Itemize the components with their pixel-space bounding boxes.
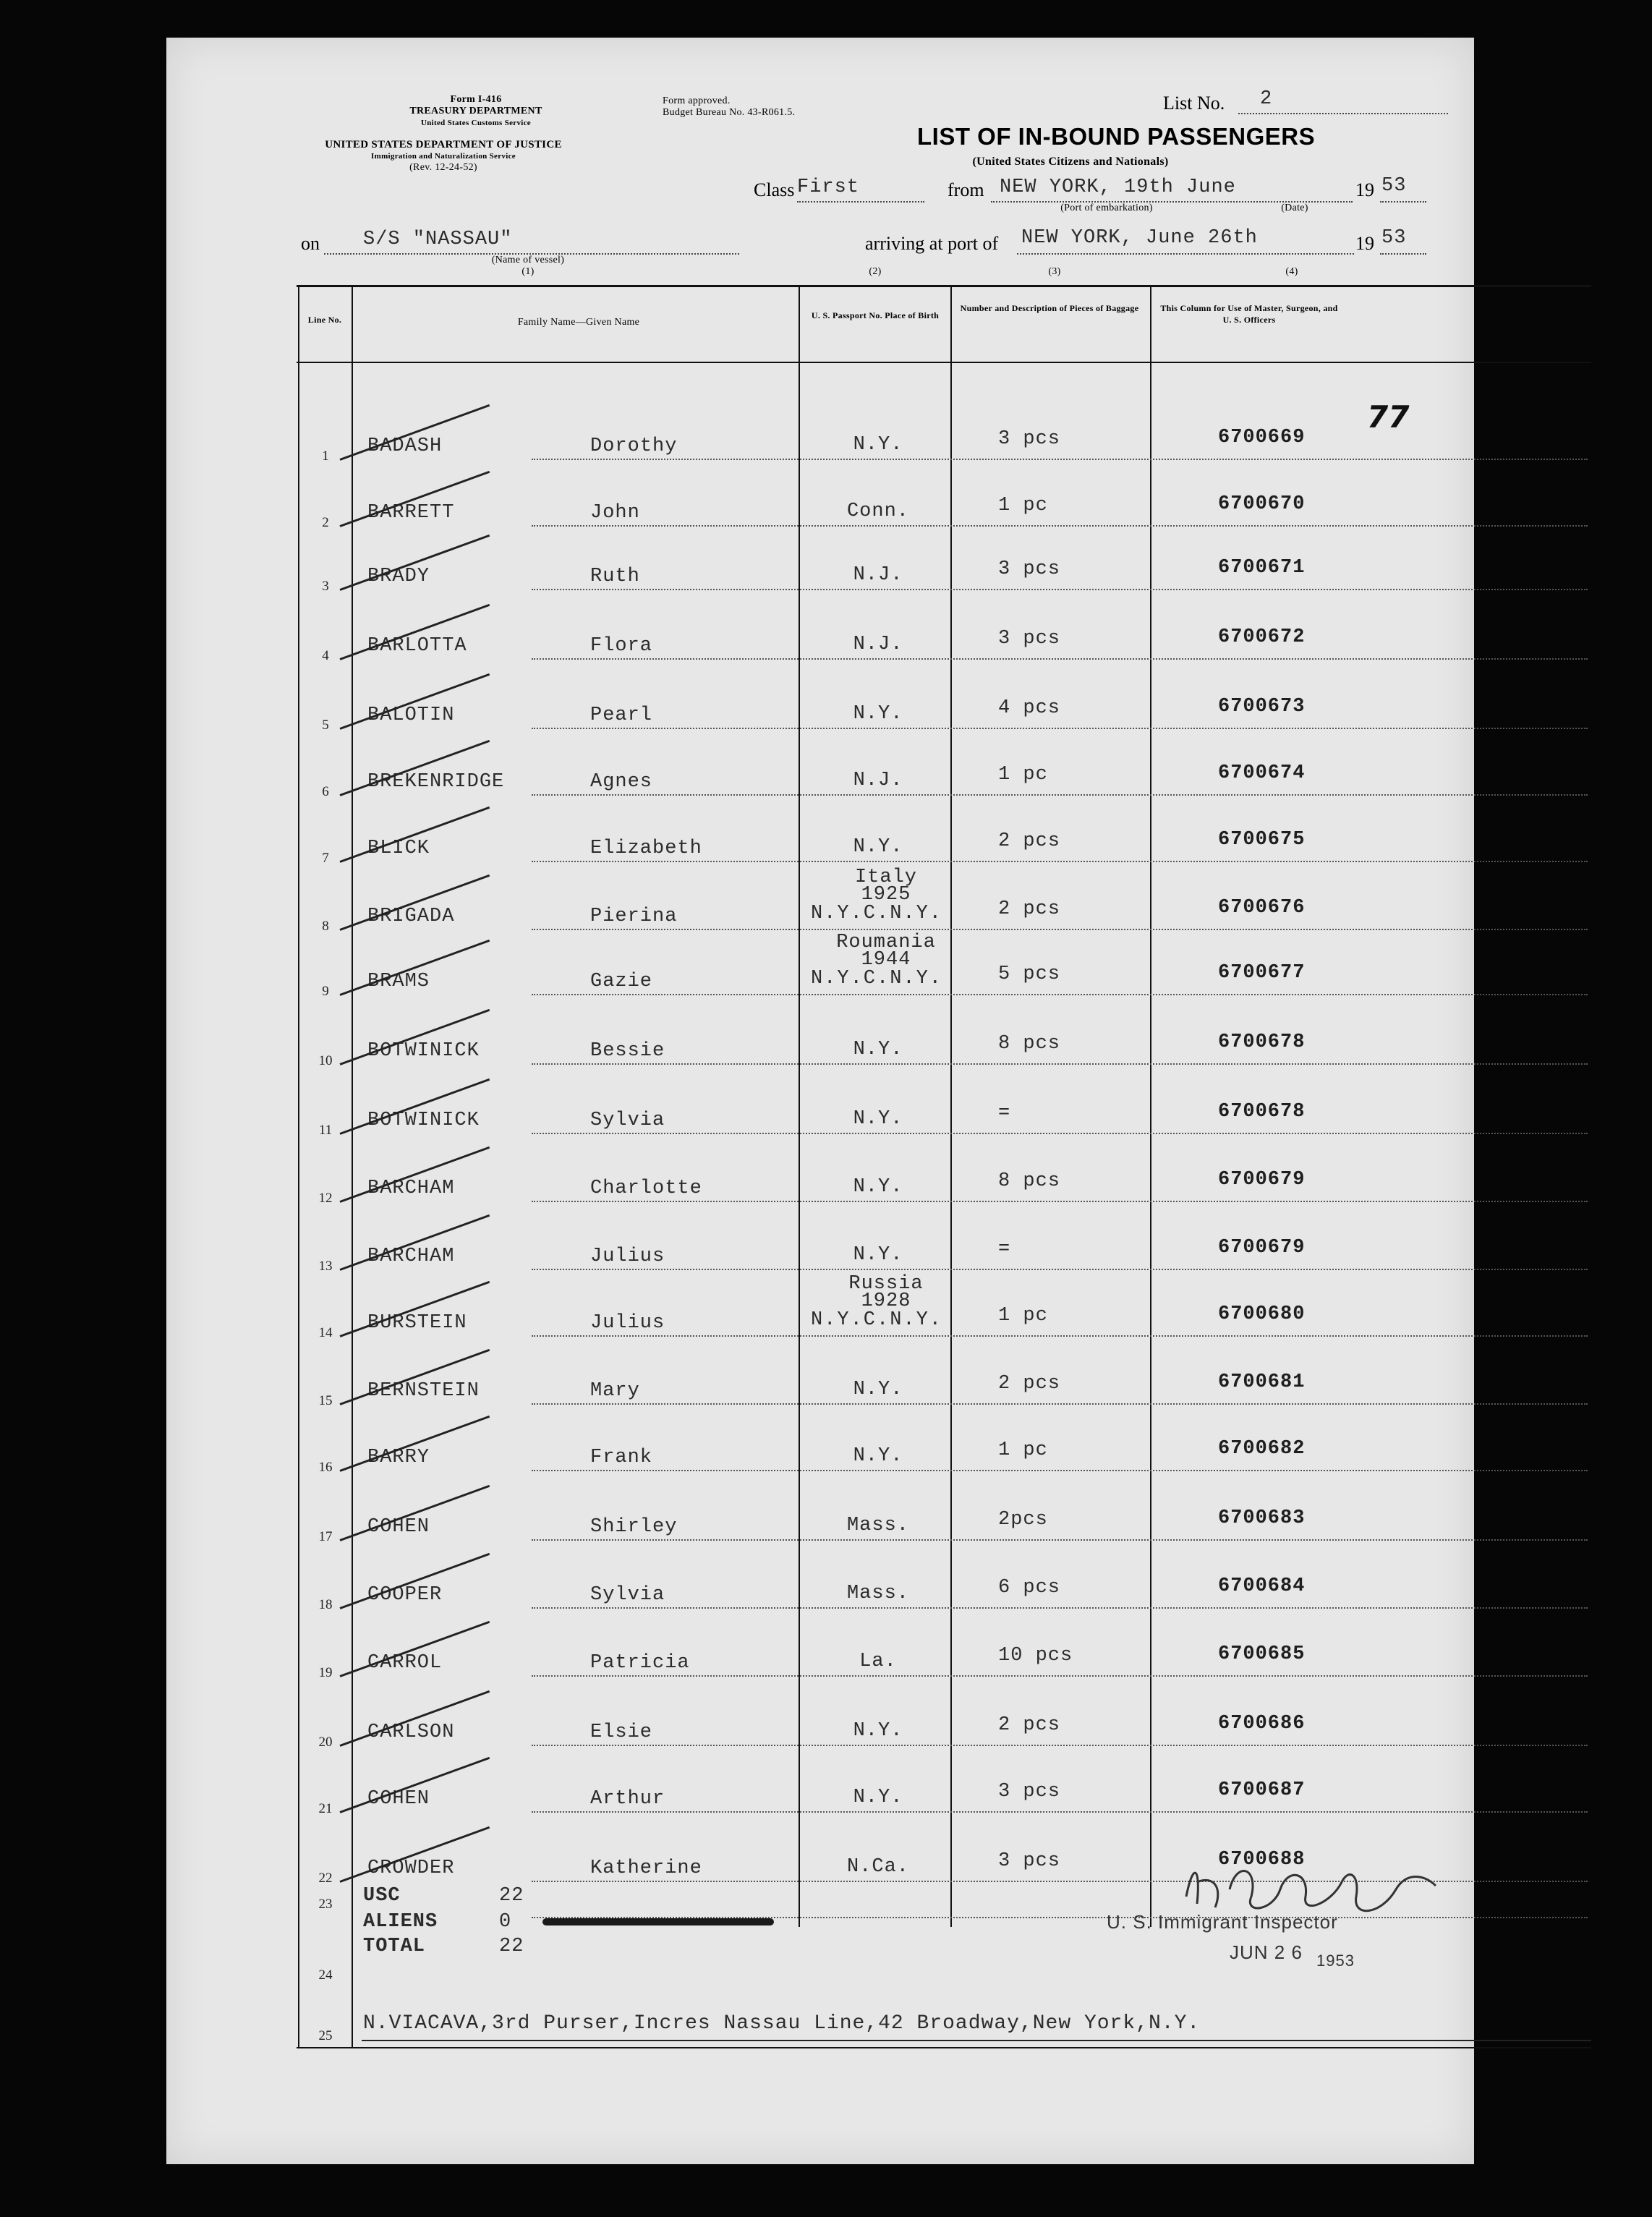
aliens-label: ALIENS — [363, 1911, 438, 1933]
family-name: BURSTEIN — [367, 1312, 467, 1334]
family-name: BARCHAM — [367, 1178, 455, 1199]
line-number: 14 — [318, 1325, 333, 1340]
customs-label: United States Customs Service — [421, 119, 531, 127]
col-header-passport: U. S. Passport No. Place of Birth — [811, 310, 940, 320]
given-name: Sylvia — [590, 1110, 665, 1131]
given-name: Julius — [590, 1246, 665, 1267]
given-name: Flora — [590, 635, 653, 657]
birth-year: 1928 — [861, 1290, 911, 1312]
given-name: Patricia — [590, 1652, 690, 1674]
row-rule — [532, 861, 1588, 862]
baggage-check-number: 6700687 — [1218, 1779, 1306, 1801]
class-value: First — [797, 176, 860, 198]
line-number: 8 — [322, 919, 329, 934]
row-rule — [532, 525, 1588, 527]
row-rule — [532, 1539, 1588, 1541]
family-name: CROWDER — [367, 1858, 455, 1879]
family-name: COOPER — [367, 1584, 443, 1606]
baggage-count: 2 pcs — [998, 830, 1061, 852]
baggage-count: 1 pc — [998, 1439, 1048, 1461]
form-number: Form I-416 — [450, 94, 502, 105]
list-no-label: List No. — [1163, 93, 1225, 114]
baggage-count: 2 pcs — [998, 1373, 1061, 1395]
year-value-1: 53 — [1381, 175, 1407, 197]
birth-country: Russia — [848, 1273, 924, 1295]
total-value: 22 — [499, 1936, 524, 1957]
place-of-birth: N.Ca. — [846, 1856, 909, 1878]
given-name: Julius — [590, 1312, 665, 1334]
line-number: 5 — [322, 718, 329, 733]
baggage-check-number: 6700669 — [1218, 427, 1306, 448]
line-number: 19 — [318, 1665, 333, 1680]
place-of-birth: N.J. — [853, 634, 903, 655]
line-number: 20 — [318, 1735, 333, 1750]
family-name: BARRETT — [367, 502, 455, 524]
baggage-count: 10 pcs — [998, 1645, 1073, 1667]
line-number: 4 — [322, 648, 329, 663]
list-no-value: 2 — [1260, 88, 1273, 110]
family-name: BOTWINICK — [367, 1110, 480, 1131]
line-number: 9 — [322, 984, 329, 999]
on-label: on — [301, 233, 320, 254]
redaction-mark — [542, 1918, 774, 1925]
line-number: 24 — [318, 1967, 333, 1983]
line-number: 12 — [318, 1191, 333, 1206]
row-rule — [532, 1745, 1588, 1746]
given-name: Katherine — [590, 1858, 702, 1879]
caption-3: (3) — [1048, 266, 1061, 277]
baggage-check-number: 6700678 — [1218, 1031, 1306, 1053]
row-rule — [532, 1335, 1588, 1337]
baggage-check-number: 6700674 — [1218, 762, 1306, 784]
inspection-stamp-date: JUN 2 6 — [1230, 1941, 1303, 1963]
year-prefix-1: 19 — [1355, 179, 1374, 200]
baggage-check-number: 6700679 — [1218, 1169, 1306, 1191]
place-of-birth: Mass. — [846, 1515, 909, 1536]
baggage-count: 2 pcs — [998, 1714, 1061, 1736]
place-of-birth: N.Y. — [853, 434, 903, 456]
passenger-list-sheet — [166, 38, 1474, 2164]
baggage-check-number: 6700671 — [1218, 557, 1306, 579]
row-rule — [532, 1403, 1588, 1405]
given-name: Dorothy — [590, 435, 678, 457]
family-name: BARRY — [367, 1447, 430, 1468]
baggage-count: 5 pcs — [998, 963, 1061, 985]
birth-year: 1925 — [861, 884, 911, 906]
baggage-count: 3 pcs — [998, 628, 1061, 650]
baggage-check-number: 6700688 — [1218, 1849, 1306, 1871]
form-approved: Form approved. — [663, 95, 731, 106]
family-name: BADASH — [367, 435, 443, 457]
family-name: BRADY — [367, 566, 430, 587]
baggage-count: 4 pcs — [998, 697, 1061, 719]
line-number: 15 — [318, 1393, 333, 1408]
given-name: Charlotte — [590, 1178, 702, 1199]
row-rule — [532, 1269, 1588, 1270]
page-subtitle: (United States Citizens and Nationals) — [972, 156, 1169, 168]
family-name: BLICK — [367, 838, 430, 859]
line-number: 13 — [318, 1259, 333, 1274]
given-name: Pierina — [590, 906, 678, 927]
place-of-birth: N.Y.C.N.Y. — [810, 903, 943, 924]
row-rule — [532, 929, 1588, 930]
row-rule — [532, 1063, 1588, 1065]
line-number: 1 — [322, 448, 329, 464]
line-number: 3 — [322, 579, 329, 594]
usc-value: 22 — [499, 1885, 524, 1907]
line-number: 18 — [318, 1597, 333, 1612]
baggage-count: 6 pcs — [998, 1577, 1061, 1599]
year-value-2: 53 — [1381, 227, 1407, 249]
family-name: CARLSON — [367, 1722, 455, 1743]
family-name: COHEN — [367, 1516, 430, 1538]
row-rule — [532, 1811, 1588, 1813]
baggage-count: 3 pcs — [998, 1781, 1061, 1803]
row-rule — [532, 728, 1588, 729]
treasury-label: TREASURY DEPARTMENT — [409, 106, 542, 116]
caption-4: (4) — [1285, 266, 1298, 277]
baggage-count: 3 pcs — [998, 558, 1061, 580]
place-of-birth: N.Y. — [853, 1039, 903, 1060]
baggage-count: 3 pcs — [998, 428, 1061, 450]
margin-mark: 77 — [1367, 399, 1410, 435]
col-header-line: Line No. — [307, 315, 342, 325]
baggage-count: 2pcs — [998, 1509, 1048, 1531]
family-name: BRIGADA — [367, 906, 455, 927]
family-name: BOTWINICK — [367, 1040, 480, 1062]
family-name: BALOTIN — [367, 705, 455, 726]
family-name: BARCHAM — [367, 1246, 455, 1267]
place-of-birth: N.Y.C.N.Y. — [810, 968, 943, 990]
family-name: BARLOTTA — [367, 635, 467, 657]
family-name: BERNSTEIN — [367, 1380, 480, 1402]
from-label: from — [948, 179, 984, 200]
place-of-birth: N.Y. — [853, 1176, 903, 1198]
line-number: 10 — [318, 1053, 333, 1068]
date-caption: (Date) — [1281, 203, 1308, 213]
baggage-check-number: 6700677 — [1218, 962, 1306, 984]
birth-country: Roumania — [836, 932, 936, 953]
given-name: Sylvia — [590, 1584, 665, 1606]
col-header-officers: This Column for Use of Master, Surgeon, and U. S. Officers — [1160, 303, 1338, 325]
usc-label: USC — [363, 1885, 401, 1907]
place-of-birth: N.J. — [853, 564, 903, 586]
row-rule — [532, 1201, 1588, 1202]
baggage-count: = — [998, 1102, 1011, 1124]
family-name: COHEN — [367, 1788, 430, 1810]
baggage-count: 1 pc — [998, 495, 1048, 516]
baggage-check-number: 6700673 — [1218, 696, 1306, 718]
birth-country: Italy — [854, 867, 917, 888]
place-of-birth: N.Y.C.N.Y. — [810, 1309, 943, 1331]
col-header-name: Family Name—Given Name — [517, 317, 640, 328]
arriving-value: NEW YORK, June 26th — [1021, 227, 1258, 249]
total-label: TOTAL — [363, 1936, 426, 1957]
given-name: Arthur — [590, 1788, 665, 1810]
place-of-birth: N.Y. — [853, 1720, 903, 1742]
baggage-count: = — [998, 1238, 1011, 1260]
given-name: Agnes — [590, 771, 653, 793]
baggage-check-number: 6700682 — [1218, 1438, 1306, 1460]
baggage-check-number: 6700676 — [1218, 897, 1306, 919]
baggage-check-number: 6700681 — [1218, 1371, 1306, 1393]
place-of-birth: N.Y. — [853, 1244, 903, 1266]
caption-1: (1) — [521, 266, 535, 277]
row-rule — [532, 794, 1588, 796]
purser-line: N.VIACAVA,3rd Purser,Incres Nassau Line,42 Broadway,New York,N.Y. — [363, 2012, 1201, 2035]
baggage-check-number: 6700672 — [1218, 626, 1306, 648]
inspector-title: U. S. Immigrant Inspector — [1107, 1911, 1338, 1933]
given-name: Mary — [590, 1380, 640, 1402]
given-name: Elsie — [590, 1722, 653, 1743]
line-number: 11 — [318, 1123, 333, 1138]
given-name: Elizabeth — [590, 838, 702, 859]
family-name: BRAMS — [367, 971, 430, 992]
given-name: John — [590, 502, 640, 524]
baggage-check-number: 6700670 — [1218, 493, 1306, 515]
line-number: 21 — [318, 1801, 333, 1816]
family-name: BREKENRIDGE — [367, 771, 505, 793]
given-name: Shirley — [590, 1516, 678, 1538]
place-of-birth: N.Y. — [853, 1108, 903, 1130]
baggage-check-number: 6700675 — [1218, 829, 1306, 851]
family-name: CARROL — [367, 1652, 443, 1674]
row-rule — [532, 1675, 1588, 1677]
baggage-check-number: 6700685 — [1218, 1643, 1306, 1665]
row-rule — [532, 1133, 1588, 1134]
baggage-count: 1 pc — [998, 764, 1048, 786]
arriving-label: arriving at port of — [865, 233, 999, 254]
line-number: 25 — [318, 2028, 333, 2043]
baggage-count: 8 pcs — [998, 1170, 1061, 1192]
place-of-birth: Mass. — [846, 1583, 909, 1604]
ins-label: Immigration and Naturalization Service — [371, 152, 516, 161]
place-of-birth: N.Y. — [853, 703, 903, 725]
year-prefix-2: 19 — [1355, 233, 1374, 254]
budget-bureau: Budget Bureau No. 43-R061.5. — [663, 107, 796, 118]
baggage-count: 2 pcs — [998, 898, 1061, 920]
baggage-check-number: 6700686 — [1218, 1713, 1306, 1735]
class-label: Class — [754, 179, 795, 200]
place-of-birth: N.Y. — [853, 1787, 903, 1808]
line-number: 6 — [322, 784, 329, 799]
place-of-birth: N.J. — [853, 770, 903, 791]
line-number: 23 — [318, 1897, 333, 1912]
aliens-value: 0 — [499, 1911, 512, 1933]
place-of-birth: N.Y. — [853, 1445, 903, 1467]
baggage-count: 3 pcs — [998, 1850, 1061, 1872]
row-rule — [532, 1470, 1588, 1471]
revision-label: (Rev. 12-24-52) — [409, 162, 477, 173]
given-name: Frank — [590, 1447, 653, 1468]
baggage-check-number: 6700679 — [1218, 1237, 1306, 1259]
from-value: NEW YORK, 19th June — [1000, 176, 1236, 198]
baggage-count: 1 pc — [998, 1305, 1048, 1327]
given-name: Pearl — [590, 705, 653, 726]
row-rule — [532, 459, 1588, 460]
vessel-value: S/S "NASSAU" — [363, 229, 513, 250]
line-number: 16 — [318, 1460, 333, 1475]
caption-2: (2) — [869, 266, 882, 277]
baggage-check-number: 6700680 — [1218, 1303, 1306, 1325]
row-rule — [532, 1607, 1588, 1609]
baggage-check-number: 6700684 — [1218, 1575, 1306, 1597]
line-number: 2 — [322, 515, 329, 530]
place-of-birth: La. — [859, 1651, 897, 1672]
row-rule — [532, 658, 1588, 660]
given-name: Gazie — [590, 971, 653, 992]
justice-label: UNITED STATES DEPARTMENT OF JUSTICE — [325, 139, 562, 150]
place-of-birth: N.Y. — [853, 836, 903, 858]
given-name: Bessie — [590, 1040, 665, 1062]
row-rule — [532, 994, 1588, 995]
place-of-birth: N.Y. — [853, 1379, 903, 1400]
row-rule — [532, 589, 1588, 590]
line-number: 17 — [318, 1529, 333, 1544]
line-number: 22 — [318, 1871, 333, 1886]
baggage-check-number: 6700678 — [1218, 1101, 1306, 1123]
place-of-birth: Conn. — [846, 501, 909, 522]
given-name: Ruth — [590, 566, 640, 587]
inspection-stamp-year: 1953 — [1316, 1952, 1355, 1970]
line-number: 7 — [322, 851, 329, 866]
vessel-caption: (Name of vessel) — [491, 255, 565, 265]
baggage-check-number: 6700683 — [1218, 1507, 1306, 1529]
birth-year: 1944 — [861, 949, 911, 971]
page-title: LIST OF IN-BOUND PASSENGERS — [917, 123, 1316, 150]
col-header-baggage: Number and Description of Pieces of Baggage — [960, 303, 1139, 313]
port-embarkation-caption: (Port of embarkation) — [1060, 203, 1153, 213]
baggage-count: 8 pcs — [998, 1033, 1061, 1055]
